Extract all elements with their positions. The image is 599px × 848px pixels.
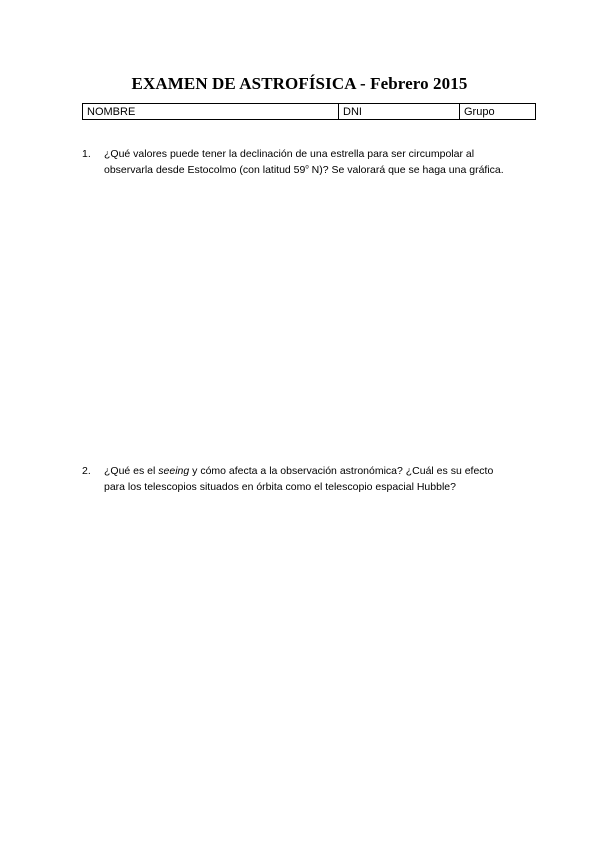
question-2-text-b: y cómo afecta a la observación astronómica? ¿Cuál es su efecto para los telescopios situados en órbita como el telescopio espacial Hubble? [104, 465, 494, 493]
exam-title: EXAMEN DE ASTROFÍSICA - Febrero 2015 [131, 74, 468, 93]
question-2 [82, 463, 527, 495]
question-2-number: 2. [82, 465, 91, 477]
question-1 [82, 146, 527, 178]
grupo-cell: Grupo [460, 104, 536, 120]
question-1-text-b: N)? Se valorará que se haga una gráfica. [308, 164, 504, 176]
question-1-number: 1. [82, 148, 91, 160]
nombre-cell: NOMBRE [83, 104, 339, 120]
question-1-text [104, 146, 519, 178]
question-1-text-a: ¿Qué valores puede tener la declinación de una estrella para ser circumpolar al observarla desde Estocolmo (con latitud 59 [104, 148, 475, 176]
student-id-row [83, 104, 536, 120]
question-2-emphasis: seeing [158, 465, 190, 477]
question-2-text-a: ¿Qué es el [104, 465, 159, 477]
question-2-text [104, 463, 512, 495]
dni-cell: DNI [339, 104, 460, 120]
degree-symbol: o [305, 164, 309, 171]
student-id-table [82, 103, 536, 120]
